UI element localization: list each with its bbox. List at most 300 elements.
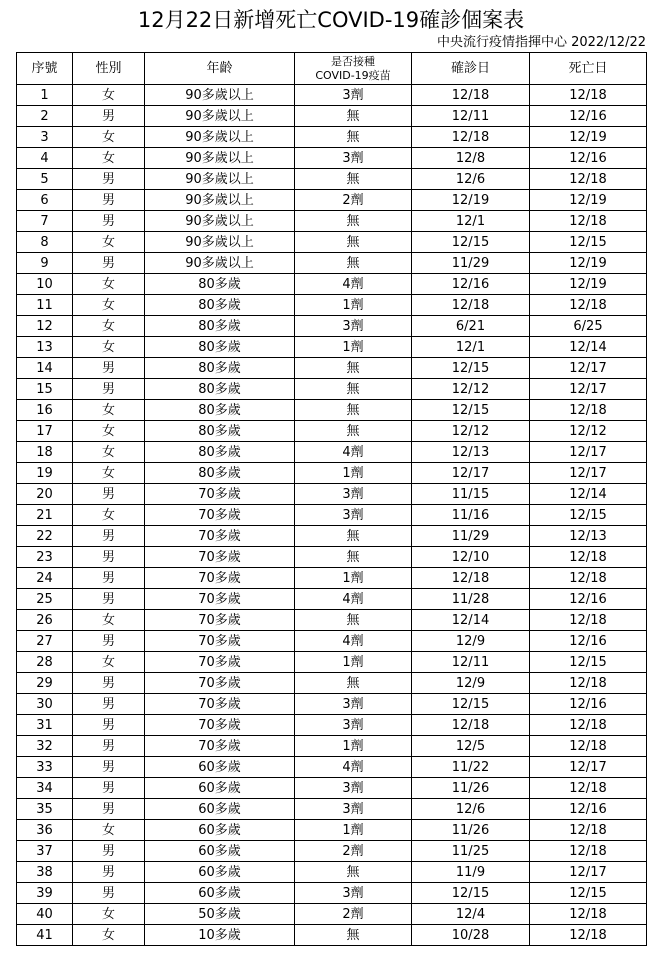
- cell-age: 90多歲以上: [145, 190, 295, 211]
- cell-confirmed-date: 12/4: [412, 904, 530, 925]
- cell-age: 60多歲: [145, 841, 295, 862]
- cell-death-date: 12/17: [530, 379, 647, 400]
- cell-confirmed-date: 11/26: [412, 820, 530, 841]
- cell-vaccine: 3劑: [295, 715, 412, 736]
- death-cases-table: [16, 52, 647, 946]
- cell-death-date: 12/16: [530, 148, 647, 169]
- cell-confirmed-date: 12/15: [412, 358, 530, 379]
- cell-confirmed-date: 12/18: [412, 85, 530, 106]
- cell-age: 60多歲: [145, 799, 295, 820]
- cell-age: 70多歲: [145, 526, 295, 547]
- cell-no: 12: [17, 316, 73, 337]
- cell-death-date: 12/18: [530, 820, 647, 841]
- cell-confirmed-date: 12/15: [412, 883, 530, 904]
- cell-sex: 男: [73, 715, 145, 736]
- cell-sex: 男: [73, 841, 145, 862]
- cell-vaccine: 3劑: [295, 505, 412, 526]
- cell-vaccine: 無: [295, 526, 412, 547]
- cell-vaccine: 2劑: [295, 190, 412, 211]
- cell-vaccine: 無: [295, 379, 412, 400]
- cell-vaccine: 無: [295, 925, 412, 946]
- cell-vaccine: 1劑: [295, 652, 412, 673]
- cell-confirmed-date: 12/15: [412, 694, 530, 715]
- table-row: [17, 631, 647, 652]
- table-row: [17, 778, 647, 799]
- table-row: [17, 652, 647, 673]
- cell-confirmed-date: 11/26: [412, 778, 530, 799]
- table-row: [17, 148, 647, 169]
- cell-vaccine: 無: [295, 862, 412, 883]
- cell-age: 10多歲: [145, 925, 295, 946]
- cell-vaccine: 2劑: [295, 904, 412, 925]
- cell-death-date: 12/18: [530, 295, 647, 316]
- cell-age: 90多歲以上: [145, 127, 295, 148]
- cell-confirmed-date: 12/9: [412, 631, 530, 652]
- table-row: [17, 841, 647, 862]
- cell-no: 9: [17, 253, 73, 274]
- cell-no: 35: [17, 799, 73, 820]
- cell-death-date: 12/18: [530, 547, 647, 568]
- cell-vaccine: 無: [295, 547, 412, 568]
- cell-no: 25: [17, 589, 73, 610]
- cell-confirmed-date: 12/12: [412, 379, 530, 400]
- cell-no: 6: [17, 190, 73, 211]
- cell-no: 32: [17, 736, 73, 757]
- cell-sex: 男: [73, 190, 145, 211]
- table-row: [17, 442, 647, 463]
- cell-no: 15: [17, 379, 73, 400]
- cell-age: 60多歲: [145, 862, 295, 883]
- cell-vaccine: 4劑: [295, 589, 412, 610]
- cell-age: 60多歲: [145, 757, 295, 778]
- cell-no: 26: [17, 610, 73, 631]
- cell-death-date: 12/16: [530, 589, 647, 610]
- cell-sex: 男: [73, 778, 145, 799]
- cell-sex: 男: [73, 694, 145, 715]
- cell-confirmed-date: 12/12: [412, 421, 530, 442]
- table-row: [17, 484, 647, 505]
- document-title: 12月22日新增死亡COVID-19確診個案表: [137, 8, 525, 32]
- cell-no: 36: [17, 820, 73, 841]
- cell-age: 70多歲: [145, 484, 295, 505]
- cell-vaccine: 無: [295, 421, 412, 442]
- cell-no: 33: [17, 757, 73, 778]
- cell-age: 70多歲: [145, 736, 295, 757]
- cell-confirmed-date: 12/10: [412, 547, 530, 568]
- header-age: 年齡: [145, 53, 295, 85]
- cell-no: 19: [17, 463, 73, 484]
- cell-death-date: 12/16: [530, 694, 647, 715]
- cell-age: 80多歲: [145, 463, 295, 484]
- cell-age: 80多歲: [145, 400, 295, 421]
- header-confirmed-date: 確診日: [412, 53, 530, 85]
- cell-sex: 男: [73, 883, 145, 904]
- table-row: [17, 400, 647, 421]
- cell-age: 70多歲: [145, 610, 295, 631]
- cell-death-date: 12/18: [530, 568, 647, 589]
- cell-death-date: 12/14: [530, 337, 647, 358]
- cell-age: 80多歲: [145, 337, 295, 358]
- cell-age: 90多歲以上: [145, 85, 295, 106]
- cell-death-date: 12/18: [530, 925, 647, 946]
- cell-age: 80多歲: [145, 421, 295, 442]
- header-vaccine-line2: COVID-19疫苗: [315, 68, 391, 82]
- table-row: [17, 127, 647, 148]
- cell-death-date: 12/15: [530, 883, 647, 904]
- cell-vaccine: 無: [295, 610, 412, 631]
- cell-sex: 男: [73, 484, 145, 505]
- table-row: [17, 253, 647, 274]
- cell-confirmed-date: 11/15: [412, 484, 530, 505]
- cell-no: 28: [17, 652, 73, 673]
- cell-confirmed-date: 11/28: [412, 589, 530, 610]
- cell-confirmed-date: 11/9: [412, 862, 530, 883]
- header-no: 序號: [17, 53, 73, 85]
- cell-death-date: 12/13: [530, 526, 647, 547]
- cell-sex: 女: [73, 127, 145, 148]
- cell-age: 60多歲: [145, 820, 295, 841]
- cell-sex: 男: [73, 106, 145, 127]
- cell-confirmed-date: 11/22: [412, 757, 530, 778]
- cell-age: 70多歲: [145, 694, 295, 715]
- cell-death-date: 12/18: [530, 211, 647, 232]
- cell-sex: 男: [73, 547, 145, 568]
- cell-vaccine: 無: [295, 253, 412, 274]
- cell-sex: 女: [73, 421, 145, 442]
- cell-confirmed-date: 12/14: [412, 610, 530, 631]
- cell-no: 2: [17, 106, 73, 127]
- cell-no: 27: [17, 631, 73, 652]
- cell-sex: 男: [73, 358, 145, 379]
- cell-sex: 女: [73, 463, 145, 484]
- cell-sex: 男: [73, 862, 145, 883]
- cell-age: 70多歲: [145, 631, 295, 652]
- table-row: [17, 883, 647, 904]
- cell-death-date: 12/15: [530, 505, 647, 526]
- table-row: [17, 673, 647, 694]
- cell-age: 80多歲: [145, 316, 295, 337]
- header-vaccine-line1: 是否接種: [331, 54, 375, 68]
- cell-vaccine: 無: [295, 232, 412, 253]
- cell-no: 16: [17, 400, 73, 421]
- cell-death-date: 12/16: [530, 799, 647, 820]
- table-row: [17, 820, 647, 841]
- cell-sex: 男: [73, 568, 145, 589]
- table-row: [17, 295, 647, 316]
- cell-no: 23: [17, 547, 73, 568]
- cell-death-date: 12/18: [530, 736, 647, 757]
- cell-confirmed-date: 12/5: [412, 736, 530, 757]
- cell-vaccine: 3劑: [295, 883, 412, 904]
- cell-sex: 男: [73, 379, 145, 400]
- cell-confirmed-date: 12/17: [412, 463, 530, 484]
- cell-no: 21: [17, 505, 73, 526]
- cell-no: 1: [17, 85, 73, 106]
- cell-vaccine: 1劑: [295, 820, 412, 841]
- cell-no: 24: [17, 568, 73, 589]
- cell-death-date: 12/18: [530, 841, 647, 862]
- source-and-date: 中央流行疫情指揮中心 2022/12/22: [436, 35, 646, 50]
- cell-age: 70多歲: [145, 652, 295, 673]
- cell-age: 80多歲: [145, 358, 295, 379]
- cell-no: 4: [17, 148, 73, 169]
- cell-sex: 男: [73, 736, 145, 757]
- cell-no: 8: [17, 232, 73, 253]
- cell-no: 41: [17, 925, 73, 946]
- cell-death-date: 12/15: [530, 232, 647, 253]
- cell-death-date: 12/16: [530, 631, 647, 652]
- cell-confirmed-date: 11/29: [412, 253, 530, 274]
- table-row: [17, 862, 647, 883]
- header-row: [17, 53, 647, 85]
- cell-vaccine: 3劑: [295, 778, 412, 799]
- cell-death-date: 12/18: [530, 673, 647, 694]
- cell-vaccine: 3劑: [295, 484, 412, 505]
- cell-vaccine: 無: [295, 169, 412, 190]
- cell-vaccine: 4劑: [295, 631, 412, 652]
- cell-sex: 女: [73, 820, 145, 841]
- cell-no: 13: [17, 337, 73, 358]
- table-row: [17, 274, 647, 295]
- cell-no: 34: [17, 778, 73, 799]
- cell-vaccine: 3劑: [295, 148, 412, 169]
- cell-confirmed-date: 12/1: [412, 211, 530, 232]
- cell-age: 80多歲: [145, 295, 295, 316]
- cell-vaccine: 4劑: [295, 274, 412, 295]
- cell-sex: 男: [73, 631, 145, 652]
- cell-death-date: 12/16: [530, 106, 647, 127]
- cell-age: 90多歲以上: [145, 211, 295, 232]
- table-row: [17, 379, 647, 400]
- table-row: [17, 211, 647, 232]
- cell-vaccine: 3劑: [295, 316, 412, 337]
- cell-death-date: 12/12: [530, 421, 647, 442]
- cell-vaccine: 1劑: [295, 337, 412, 358]
- cell-vaccine: 1劑: [295, 568, 412, 589]
- cell-death-date: 6/25: [530, 316, 647, 337]
- cell-sex: 男: [73, 799, 145, 820]
- header-death-date: 死亡日: [530, 53, 647, 85]
- cell-age: 60多歲: [145, 883, 295, 904]
- cell-no: 31: [17, 715, 73, 736]
- table-row: [17, 85, 647, 106]
- table-row: [17, 526, 647, 547]
- cell-sex: 女: [73, 904, 145, 925]
- cell-age: 60多歲: [145, 778, 295, 799]
- cell-no: 18: [17, 442, 73, 463]
- cell-no: 30: [17, 694, 73, 715]
- cell-death-date: 12/17: [530, 442, 647, 463]
- cell-confirmed-date: 11/16: [412, 505, 530, 526]
- cell-confirmed-date: 11/25: [412, 841, 530, 862]
- cell-no: 38: [17, 862, 73, 883]
- cell-sex: 女: [73, 295, 145, 316]
- cell-sex: 女: [73, 610, 145, 631]
- table-header: [17, 53, 647, 85]
- cell-sex: 男: [73, 526, 145, 547]
- cell-death-date: 12/17: [530, 358, 647, 379]
- table-body: [17, 85, 647, 946]
- table-row: [17, 316, 647, 337]
- cell-age: 70多歲: [145, 505, 295, 526]
- cell-no: 22: [17, 526, 73, 547]
- cell-vaccine: 1劑: [295, 736, 412, 757]
- cell-death-date: 12/18: [530, 85, 647, 106]
- table-row: [17, 694, 647, 715]
- cell-vaccine: 4劑: [295, 442, 412, 463]
- table-row: [17, 232, 647, 253]
- cell-sex: 女: [73, 274, 145, 295]
- table-row: [17, 463, 647, 484]
- table-row: [17, 799, 647, 820]
- cell-vaccine: 2劑: [295, 841, 412, 862]
- cell-age: 80多歲: [145, 442, 295, 463]
- table-row: [17, 505, 647, 526]
- cell-sex: 男: [73, 169, 145, 190]
- cell-vaccine: 無: [295, 211, 412, 232]
- table-row: [17, 715, 647, 736]
- cell-confirmed-date: 6/21: [412, 316, 530, 337]
- cell-confirmed-date: 12/16: [412, 274, 530, 295]
- cell-vaccine: 1劑: [295, 463, 412, 484]
- cell-vaccine: 無: [295, 127, 412, 148]
- cell-no: 3: [17, 127, 73, 148]
- cell-confirmed-date: 11/29: [412, 526, 530, 547]
- table-row: [17, 358, 647, 379]
- table-row: [17, 736, 647, 757]
- cell-confirmed-date: 12/11: [412, 106, 530, 127]
- cell-confirmed-date: 12/18: [412, 568, 530, 589]
- table-row: [17, 610, 647, 631]
- cell-no: 14: [17, 358, 73, 379]
- header-vaccine: [295, 53, 412, 85]
- cell-no: 7: [17, 211, 73, 232]
- table-row: [17, 757, 647, 778]
- cell-sex: 男: [73, 211, 145, 232]
- cell-confirmed-date: 12/9: [412, 673, 530, 694]
- cell-age: 70多歲: [145, 715, 295, 736]
- cell-confirmed-date: 12/6: [412, 169, 530, 190]
- cell-no: 10: [17, 274, 73, 295]
- cell-confirmed-date: 10/28: [412, 925, 530, 946]
- cell-death-date: 12/17: [530, 862, 647, 883]
- cell-confirmed-date: 12/15: [412, 400, 530, 421]
- table-row: [17, 904, 647, 925]
- cell-sex: 女: [73, 505, 145, 526]
- cell-age: 90多歲以上: [145, 106, 295, 127]
- cell-death-date: 12/17: [530, 757, 647, 778]
- header-sex: 性別: [73, 53, 145, 85]
- cell-no: 37: [17, 841, 73, 862]
- cell-no: 40: [17, 904, 73, 925]
- cell-age: 90多歲以上: [145, 169, 295, 190]
- cell-sex: 女: [73, 85, 145, 106]
- cell-sex: 男: [73, 589, 145, 610]
- table-row: [17, 169, 647, 190]
- table-row: [17, 547, 647, 568]
- cell-age: 70多歲: [145, 589, 295, 610]
- cell-vaccine: 4劑: [295, 757, 412, 778]
- cell-sex: 男: [73, 253, 145, 274]
- cell-death-date: 12/19: [530, 253, 647, 274]
- cell-vaccine: 無: [295, 358, 412, 379]
- table-row: [17, 190, 647, 211]
- cell-age: 90多歲以上: [145, 232, 295, 253]
- cell-sex: 男: [73, 757, 145, 778]
- cell-confirmed-date: 12/15: [412, 232, 530, 253]
- cell-no: 20: [17, 484, 73, 505]
- cell-death-date: 12/14: [530, 484, 647, 505]
- cell-age: 80多歲: [145, 274, 295, 295]
- cell-vaccine: 3劑: [295, 799, 412, 820]
- cell-vaccine: 無: [295, 673, 412, 694]
- cell-age: 70多歲: [145, 568, 295, 589]
- cell-confirmed-date: 12/19: [412, 190, 530, 211]
- cell-age: 80多歲: [145, 379, 295, 400]
- cell-death-date: 12/15: [530, 652, 647, 673]
- cell-confirmed-date: 12/18: [412, 295, 530, 316]
- cell-no: 11: [17, 295, 73, 316]
- cell-sex: 女: [73, 148, 145, 169]
- cell-death-date: 12/18: [530, 400, 647, 421]
- cell-age: 70多歲: [145, 673, 295, 694]
- table-row: [17, 337, 647, 358]
- table-row: [17, 568, 647, 589]
- cell-vaccine: 無: [295, 106, 412, 127]
- cell-death-date: 12/18: [530, 904, 647, 925]
- cell-vaccine: 3劑: [295, 694, 412, 715]
- cell-death-date: 12/19: [530, 274, 647, 295]
- cell-confirmed-date: 12/8: [412, 148, 530, 169]
- table-row: [17, 421, 647, 442]
- cell-sex: 女: [73, 232, 145, 253]
- cell-sex: 女: [73, 652, 145, 673]
- table-row: [17, 106, 647, 127]
- cell-vaccine: 3劑: [295, 85, 412, 106]
- cell-vaccine: 1劑: [295, 295, 412, 316]
- cell-death-date: 12/18: [530, 169, 647, 190]
- cell-vaccine: 無: [295, 400, 412, 421]
- cell-death-date: 12/18: [530, 778, 647, 799]
- cell-sex: 女: [73, 925, 145, 946]
- cell-confirmed-date: 12/6: [412, 799, 530, 820]
- cell-death-date: 12/19: [530, 190, 647, 211]
- cell-confirmed-date: 12/18: [412, 715, 530, 736]
- cell-death-date: 12/18: [530, 610, 647, 631]
- cell-confirmed-date: 12/13: [412, 442, 530, 463]
- cell-confirmed-date: 12/11: [412, 652, 530, 673]
- cell-age: 50多歲: [145, 904, 295, 925]
- cell-age: 70多歲: [145, 547, 295, 568]
- table-row: [17, 925, 647, 946]
- cell-age: 90多歲以上: [145, 148, 295, 169]
- cell-sex: 女: [73, 337, 145, 358]
- cell-no: 39: [17, 883, 73, 904]
- cell-confirmed-date: 12/18: [412, 127, 530, 148]
- cell-confirmed-date: 12/1: [412, 337, 530, 358]
- cell-death-date: 12/18: [530, 715, 647, 736]
- cell-no: 17: [17, 421, 73, 442]
- cell-no: 29: [17, 673, 73, 694]
- cell-death-date: 12/19: [530, 127, 647, 148]
- table-row: [17, 589, 647, 610]
- cell-sex: 女: [73, 400, 145, 421]
- cell-sex: 男: [73, 673, 145, 694]
- cell-no: 5: [17, 169, 73, 190]
- cell-sex: 女: [73, 316, 145, 337]
- cell-age: 90多歲以上: [145, 253, 295, 274]
- cell-sex: 女: [73, 442, 145, 463]
